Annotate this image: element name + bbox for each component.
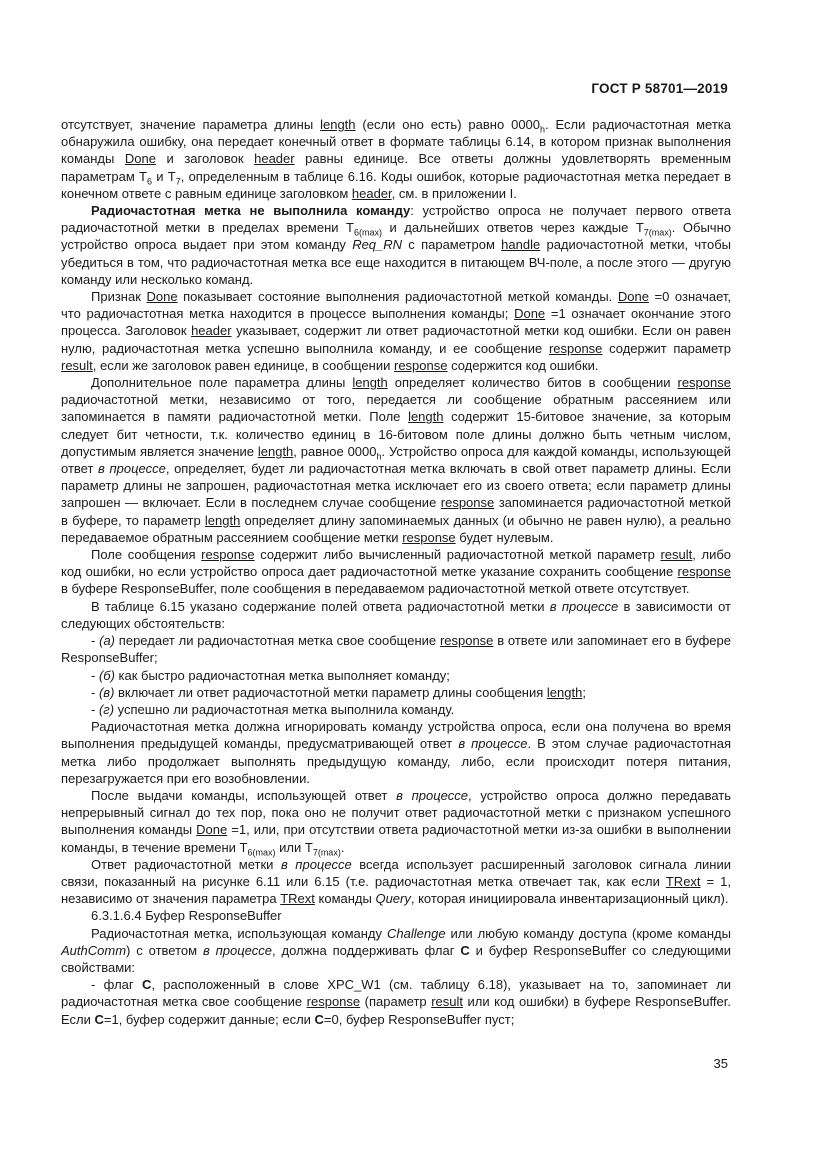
text: в зависимости от следующих обстоятельств: (61, 598, 731, 631)
text: в буфере ResponseBuffer, поле сообщения в передаваемом радиочастотной меткой ответе отсутствует. (61, 581, 690, 597)
section-heading-6-3-1-6-4 (61, 907, 731, 924)
text: Радиочастотная метка должна игнорировать команду устройства опроса, если она получена во время выполнения предыдущей команды, предусматривающей ответ (61, 719, 731, 752)
term: header (254, 151, 295, 167)
term: response (440, 495, 495, 511)
text: успешно ли радиочастотная метка выполнила команду. (114, 701, 455, 717)
text: , расположенный в слове XPC_W1 (см. таблицу 6.18), указывает на то, запоминает ли радиочастотная метка свое сообщение (61, 977, 731, 1010)
term: length (320, 117, 356, 132)
italic-term: в процессе (396, 787, 468, 803)
flag-name: C (460, 942, 470, 958)
term: length (352, 375, 388, 391)
text: =1 означает окончание этого процесса. Заголовок (61, 306, 731, 339)
list-marker: (б) (98, 667, 115, 683)
command-name: Challenge (387, 925, 446, 941)
paragraph-5 (61, 546, 731, 598)
italic-term: в процессе (202, 942, 272, 958)
subscript: 7(max) (312, 847, 341, 858)
text: В таблице 6.15 указано содержание полей ответа радиочастотной метки (91, 598, 550, 614)
text: содержит либо вычисленный радиочастотной меткой параметр (254, 547, 661, 563)
text: . Если радиочастотная метка обнаружила ошибку, она передает конечный ответ в формате таблицы 6.14, в котором признак выполнения команды (61, 117, 732, 167)
term: response (306, 994, 361, 1010)
paragraph-4 (61, 374, 731, 546)
subscript: 6(max) (353, 227, 382, 238)
flag-name: C (141, 977, 152, 993)
subscript: h (376, 451, 382, 462)
paragraph-2 (61, 202, 731, 288)
term: Done (617, 289, 649, 305)
term: header (351, 185, 392, 201)
list-item-d (61, 701, 731, 718)
text: , определяет, будет ли радиочастотная метка включать в свой ответ параметр длины. Если параметр длины не запрошен, радиочастотная метка исключает его из своего ответа; если параметр длины запрошен — включает. Если в последнем случае сообщение (61, 461, 731, 511)
text: После выдачи команды, использующей ответ (91, 787, 397, 803)
flag-name: C (94, 1011, 104, 1027)
text: - (91, 684, 99, 700)
text: , см. в приложении I. (391, 185, 517, 201)
text: как быстро радиочастотная метка выполняет команду; (114, 667, 450, 683)
term: response (548, 340, 603, 356)
list-marker: (г) (98, 701, 115, 717)
term: response (393, 357, 448, 373)
paragraph-9 (61, 856, 731, 908)
page-header-doc-id: ГОСТ Р 58701—2019 (591, 81, 728, 96)
subscript: h (540, 124, 546, 135)
term: length (204, 512, 241, 528)
paragraph-1 (61, 116, 731, 202)
subscript: 7 (175, 176, 181, 187)
list-item-a (61, 632, 731, 666)
list-marker: (в) (98, 684, 115, 700)
text: радиочастотной метки, чтобы убедиться в том, что радиочастотная метка все еще находится в питающем ВЧ-поле, а после этого — другую команду или несколько команд. (61, 237, 731, 287)
paragraph-6 (61, 598, 731, 632)
text: : устройство опроса не получает первого ответа радиочастотной метки в пределах времени Т (61, 203, 731, 236)
term: response (677, 564, 731, 580)
text: содержит 15-битовое значение, за которым следует бит четности, т.к. количество единиц в 16-битовом поле длины должно быть четным числом, допустимым является значение (61, 409, 731, 459)
text: (параметр (360, 994, 432, 1010)
term: TRext (280, 891, 315, 907)
term: handle (501, 237, 541, 253)
text: в ответе или запоминает его в буфере ResponseBuffer; (61, 633, 731, 666)
italic-term: в процессе (458, 736, 528, 752)
term: TRext (665, 873, 701, 889)
text: . Обычно устройство опроса выдает при этом команду (61, 220, 731, 253)
term: Done (514, 306, 546, 322)
text: определяет количество битов в сообщении (387, 375, 678, 391)
text: - (91, 667, 99, 683)
text: команды (314, 891, 376, 907)
flag-name: C (314, 1011, 324, 1027)
text: показывает состояние выполнения радиочастотной меткой команды. (177, 289, 618, 305)
text: будет нулевым. (455, 529, 554, 545)
text: равны единице. Все ответы должны удовлетворять временным параметрам Т (61, 151, 732, 184)
text: , которая инициировала инвентаризационный цикл). (410, 891, 729, 907)
text: - флаг (91, 977, 142, 993)
text: , равное 0000 (293, 443, 377, 459)
command-name: Query (375, 891, 411, 907)
list-item-b (61, 667, 731, 684)
text: =1, буфер содержит данные; если (103, 1011, 315, 1027)
term: header (191, 323, 232, 339)
text: отсутствует, значение параметра длины (61, 117, 321, 132)
term: result (61, 357, 93, 373)
text: Радиочастотная метка, использующая команду (91, 925, 387, 941)
text: , если же заголовок равен единице, в сообщении (92, 357, 394, 373)
subscript: 7(max) (643, 227, 672, 238)
text: . (340, 839, 345, 855)
term: Done (146, 289, 178, 305)
list-marker: (а) (99, 633, 116, 649)
text: запоминается радиочастотной меткой в буфере, то параметр (61, 495, 731, 528)
paragraph-7 (61, 718, 731, 787)
text: Дополнительное поле параметра длины (91, 375, 353, 391)
paragraph-8 (61, 787, 731, 856)
text: и дальнейших ответов через каждые Т (381, 220, 644, 236)
text: определяет длину запоминаемых данных (и обычно не равен нулю), а реально передаваемое обратным рассеянием сообщение метки (61, 512, 731, 545)
text: всегда использует расширенный заголовок сигнала линии связи, показанный на рисунке 6.11 или 6.15 (т.е. радиочастотная метка отвечает так, как если (61, 856, 732, 889)
list-item-c (61, 684, 731, 701)
term: response (201, 547, 255, 563)
paragraph-12 (61, 976, 731, 1028)
term: response (402, 529, 456, 545)
text: - (91, 701, 99, 717)
text: . Устройство опроса для каждой команды, использующей ответ (61, 443, 732, 477)
text: радиочастотной метки, независимо от того, передается ли сообщение обратным рассеянием или запоминается в памяти радиочастотной метки. Поле (61, 392, 731, 425)
command-name: Req_RN (352, 237, 403, 253)
text: , должна поддерживать флаг (271, 942, 461, 958)
text: =0 означает, что радиочастотная метка находится в процессе выполнения команды; (61, 289, 731, 322)
text: . В этом случае радиочастотная метка либо продолжает выполнять предыдущую команду, либо, если происходит потеря питания, перезагружается при его возобновлении. (61, 736, 731, 786)
text: ) с ответом (126, 942, 203, 958)
italic-term: в процессе (98, 461, 166, 477)
paragraph-3 (61, 288, 731, 374)
term: length (408, 409, 444, 425)
command-name: AuthComm (61, 942, 127, 958)
text: , устройство опроса должно передавать непрерывный сигнал до тех пор, пока оно не получит ответ радиочастотной метки с признаком успешного выполнения команды (61, 787, 731, 838)
term: response (439, 633, 494, 649)
italic-term: в процессе (549, 598, 619, 614)
text: передает ли радиочастотная метка свое сообщение (115, 633, 440, 649)
text: =0, буфер ResponseBuffer пуст; (323, 1011, 515, 1027)
text: Признак (91, 289, 147, 305)
subscript: 6 (147, 176, 153, 187)
term: Done (196, 822, 228, 838)
bold-lead: Радиочастотная метка не выполнила команду (91, 203, 411, 219)
text: и Т (152, 168, 176, 184)
text: , либо код ошибки, но если устройство опроса дает радиочастотной метке указание сохранить сообщение (61, 547, 732, 580)
term: length (546, 684, 583, 700)
term: length (257, 443, 294, 459)
text: - (91, 633, 100, 649)
paragraph-11 (61, 925, 731, 977)
text: 6.3.1.6.4 Буфер ResponseBuffer (91, 908, 282, 924)
text: или Т (275, 839, 313, 855)
term: response (677, 375, 731, 391)
document-body (61, 116, 731, 1028)
text: указывает, содержит ли ответ радиочастотной метки код ошибки. Если он равен нулю, радиочастотная метка успешно выполнила команду, и ее сообщение (61, 323, 731, 356)
text: , определенным в таблице 6.16. Коды ошибок, которые радиочастотная метка передает в конечном ответе с равным единице заголовком (61, 168, 731, 201)
italic-term: в процессе (280, 856, 352, 872)
text: или код ошибки) в буфере ResponseBuffer. Если (61, 994, 731, 1027)
text: или любую команду доступа (кроме команды (445, 925, 731, 941)
text: (если оно есть) равно 0000 (355, 117, 541, 132)
text: содержит параметр (602, 340, 732, 356)
term: result (660, 547, 693, 563)
page-number: 35 (713, 1056, 728, 1071)
term: Done (124, 151, 156, 167)
text: ; (582, 684, 586, 700)
text: включает ли ответ радиочастотной метки параметр длины сообщения (114, 684, 547, 700)
text: с параметром (402, 237, 502, 253)
subscript: 6(max) (247, 847, 276, 858)
text: и заголовок (155, 151, 255, 167)
text: = 1, независимо от значения параметра (61, 873, 731, 907)
text: =1, или, при отсутствии ответа радиочастотной метки из-за ошибки в выполнении команды, в течение времени Т (61, 822, 731, 855)
text: Ответ радиочастотной метки (91, 856, 281, 872)
term: result (431, 994, 463, 1010)
text: и буфер ResponseBuffer со следующими свойствами: (61, 942, 731, 975)
text: содержится код ошибки. (447, 357, 599, 373)
text: Поле сообщения (91, 547, 202, 563)
